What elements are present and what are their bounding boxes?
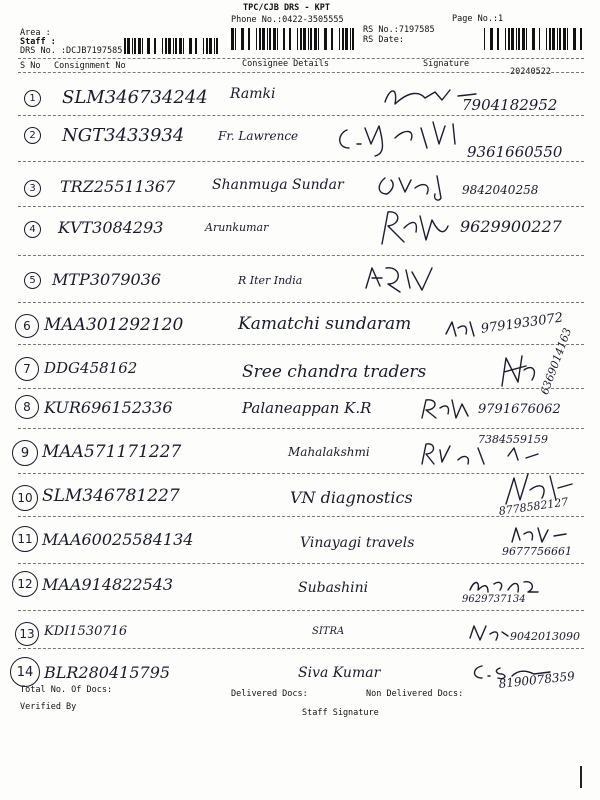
barcode-bar xyxy=(186,38,188,54)
consignee-name: Siva Kumar xyxy=(298,665,381,681)
barcode-bar xyxy=(310,28,312,50)
barcode-bar xyxy=(495,28,496,50)
barcode-bar xyxy=(557,28,558,50)
row-divider xyxy=(18,206,584,207)
barcode-bar xyxy=(189,38,192,54)
signature-mark xyxy=(375,170,465,204)
column-sno: S No xyxy=(20,61,41,71)
row-divider xyxy=(18,344,584,345)
row-divider xyxy=(18,161,584,162)
barcode-bar xyxy=(321,28,323,50)
drs-number: DRS No. :DCJB7197585 xyxy=(20,46,123,56)
row-number: 12 xyxy=(12,571,38,597)
barcode-bar xyxy=(152,38,153,54)
barcode-bar xyxy=(546,28,547,50)
row-number: 4 xyxy=(24,221,41,238)
barcode-bar xyxy=(158,38,161,54)
consignee-phone: 7384559159 xyxy=(478,433,548,446)
column-consignee-details: Consignee Details xyxy=(242,59,329,69)
barcode-bar xyxy=(342,28,344,50)
consignee-name: R Iter India xyxy=(238,274,303,287)
row-divider xyxy=(18,302,584,303)
signature-mark xyxy=(466,576,546,596)
barcode-bar xyxy=(516,28,517,50)
barcode-bar xyxy=(522,28,525,50)
barcode-bar xyxy=(567,28,568,50)
barcode-bar xyxy=(532,28,535,50)
barcode-bar xyxy=(162,38,163,54)
barcode-bar xyxy=(578,28,579,50)
barcode-bar xyxy=(490,28,493,50)
consignee-name: VN diagnostics xyxy=(290,488,413,507)
row-number: 8 xyxy=(15,395,39,419)
row-number: 7 xyxy=(15,357,39,381)
barcode-bar xyxy=(252,28,255,50)
consignee-name: Vinayagi travels xyxy=(300,535,415,551)
barcode-bar xyxy=(542,28,545,50)
signature-mark xyxy=(500,470,580,510)
barcode-bar xyxy=(134,38,136,54)
consignment-number: DDG458162 xyxy=(44,359,138,377)
barcode-bar xyxy=(324,28,327,50)
sheet-title: TPC/CJB DRS - KPT xyxy=(243,3,330,13)
barcode-bar xyxy=(549,28,551,50)
barcode-bar xyxy=(487,28,489,50)
barcode-bar xyxy=(345,28,348,50)
barcode-bar xyxy=(214,38,215,54)
barcode-bar xyxy=(505,28,506,50)
barcode-bar xyxy=(183,38,184,54)
barcode-bar xyxy=(277,28,278,50)
barcode-bar xyxy=(283,28,286,50)
consignee-name: Mahalakshmi xyxy=(288,445,370,459)
barcode-bar xyxy=(138,38,141,54)
consignee-name: Fr. Lawrence xyxy=(218,129,299,143)
barcode-bar xyxy=(256,28,257,50)
barcode-bar xyxy=(147,38,150,54)
total-docs-label: Total No. Of Docs: xyxy=(20,685,113,695)
delivered-docs-label: Delivered Docs: xyxy=(231,689,308,699)
barcode-bar xyxy=(537,28,538,50)
consignment-number: MTP3079036 xyxy=(52,270,162,289)
barcode-bar xyxy=(154,38,156,54)
barcode-bar xyxy=(165,38,167,54)
barcode-bar xyxy=(132,38,133,54)
staff-label: Staff : xyxy=(20,37,56,47)
barcode-bar xyxy=(563,28,566,50)
barcode-bar xyxy=(484,28,485,50)
barcode-bar xyxy=(526,28,527,50)
barcode-bar xyxy=(293,28,296,50)
barcode-bar xyxy=(308,28,309,50)
row-number: 9 xyxy=(12,440,38,466)
consignee-phone: 6369014163 xyxy=(538,326,575,397)
barcode-bar xyxy=(209,38,212,54)
barcode-bar xyxy=(280,28,282,50)
consignment-number: SLM346781227 xyxy=(42,486,180,506)
barcode-bar xyxy=(511,28,514,50)
barcode-bar xyxy=(248,28,250,50)
consignment-number: SLM346734244 xyxy=(62,87,208,108)
consignee-phone: 9791933072 xyxy=(480,310,565,337)
barcode-bar xyxy=(352,28,354,50)
barcode-bar xyxy=(235,28,236,50)
barcode-bar xyxy=(267,28,268,50)
staff-signature-label: Staff Signature xyxy=(302,708,379,718)
consignee-phone: 9842040258 xyxy=(462,183,539,197)
barcode-bar xyxy=(573,28,576,50)
column-date: 20240522 xyxy=(510,67,551,77)
consignment-number: KDI1530716 xyxy=(44,624,128,639)
consignment-number: TRZ25511367 xyxy=(60,177,176,196)
consignee-name: Arunkumar xyxy=(205,221,269,234)
consignee-name: Sree chandra traders xyxy=(242,362,427,382)
consignee-phone: 9629900227 xyxy=(460,217,562,236)
consignment-number: MAA301292120 xyxy=(44,315,184,335)
page-number: Page No.:1 xyxy=(452,14,504,24)
column-consignment: Consignment No xyxy=(54,61,126,71)
barcode-bar xyxy=(559,28,561,50)
barcode-bar xyxy=(539,28,541,50)
barcode-bar xyxy=(142,38,143,54)
consignee-phone: 9042013090 xyxy=(510,630,580,643)
row-number: 14 xyxy=(10,657,40,687)
barcode-bar xyxy=(529,28,531,50)
row-number: 13 xyxy=(15,622,39,646)
barcode-icon xyxy=(124,38,220,54)
row-number: 3 xyxy=(24,180,41,197)
row-divider xyxy=(18,516,584,517)
consignment-number: MAA571171227 xyxy=(42,442,182,462)
barcode-bar xyxy=(124,38,126,54)
barcode-bar xyxy=(168,38,171,54)
consignee-phone: 7904182952 xyxy=(462,96,558,114)
barcode-bar xyxy=(318,28,319,50)
barcode-icon xyxy=(484,28,584,50)
barcode-bar xyxy=(501,28,504,50)
consignment-number: NGT3433934 xyxy=(62,125,185,146)
barcode-bar xyxy=(289,28,291,50)
signature-mark xyxy=(466,622,512,644)
row-divider xyxy=(18,388,584,389)
barcode-bar xyxy=(206,38,208,54)
barcode-bar xyxy=(329,28,330,50)
barcode-bar xyxy=(145,38,147,54)
consignment-number: BLR280415795 xyxy=(44,663,171,682)
barcode-bar xyxy=(216,38,218,54)
barcode-bar xyxy=(497,28,499,50)
header-divider xyxy=(18,72,584,73)
row-divider xyxy=(18,255,584,256)
signature-mark xyxy=(374,206,454,250)
row-divider xyxy=(18,428,584,429)
signature-mark xyxy=(444,318,480,340)
consignee-phone: 8778582127 xyxy=(498,495,570,518)
row-number: 2 xyxy=(24,127,41,144)
barcode-bar xyxy=(335,28,338,50)
row-divider xyxy=(18,115,584,116)
barcode-bar xyxy=(195,38,197,54)
scan-mark xyxy=(580,766,582,788)
consignee-phone: 9791676062 xyxy=(478,402,561,417)
barcode-bar xyxy=(179,38,182,54)
verified-by-label: Verified By xyxy=(20,702,77,712)
signature-mark xyxy=(508,524,572,546)
signature-mark xyxy=(418,396,474,422)
row-divider xyxy=(18,610,584,611)
consignment-number: MAA914822543 xyxy=(42,575,174,594)
barcode-bar xyxy=(314,28,317,50)
consignee-name: Shanmuga Sundar xyxy=(212,177,344,193)
row-number: 6 xyxy=(15,314,39,338)
barcode-bar xyxy=(238,28,240,50)
barcode-bar xyxy=(262,28,265,50)
area-label: Area : xyxy=(20,28,51,38)
consignee-name: Ramki xyxy=(230,86,276,102)
barcode-bar xyxy=(570,28,572,50)
barcode-bar xyxy=(246,28,247,50)
barcode-bar xyxy=(173,38,174,54)
signature-mark xyxy=(470,662,560,682)
row-divider xyxy=(18,563,584,564)
barcode-bar xyxy=(350,28,351,50)
consignee-name: Subashini xyxy=(298,580,369,596)
barcode-bar xyxy=(194,38,195,54)
signature-mark xyxy=(362,262,442,294)
barcode-bar xyxy=(269,28,271,50)
barcode-bar xyxy=(127,38,130,54)
rs-number: RS No.:7197585 xyxy=(363,25,435,35)
consignee-name: Kamatchi sundaram xyxy=(238,314,412,334)
row-number: 11 xyxy=(12,526,38,552)
phone-number: Phone No.:0422-3505555 xyxy=(231,15,344,25)
barcode-bar xyxy=(287,28,288,50)
barcode-bar xyxy=(339,28,340,50)
barcode-bar xyxy=(300,28,302,50)
barcode-bar xyxy=(580,28,582,50)
row-number: 1 xyxy=(24,90,41,107)
consignee-phone: 9677756661 xyxy=(502,545,572,558)
barcode-bar xyxy=(203,38,204,54)
barcode-bar xyxy=(241,28,244,50)
barcode-bar xyxy=(231,28,234,50)
barcode-bar xyxy=(331,28,333,50)
barcode-bar xyxy=(199,38,202,54)
barcode-bar xyxy=(297,28,298,50)
barcode-icon xyxy=(231,28,356,50)
non-delivered-docs-label: Non Delivered Docs: xyxy=(366,689,464,699)
row-number: 5 xyxy=(24,272,41,289)
consignee-name: Palaneappan K.R xyxy=(242,399,372,417)
consignment-number: MAA60025584134 xyxy=(42,530,194,549)
column-signature: Signature xyxy=(423,59,470,69)
barcode-bar xyxy=(175,38,177,54)
barcode-bar xyxy=(273,28,276,50)
row-number: 10 xyxy=(12,485,38,511)
barcode-bar xyxy=(259,28,261,50)
consignment-number: KVT3084293 xyxy=(58,218,164,237)
rs-date: RS Date: xyxy=(363,35,404,45)
barcode-bar xyxy=(508,28,510,50)
signature-mark xyxy=(418,440,548,468)
consignee-name: SITRA xyxy=(312,626,345,637)
signature-mark xyxy=(380,82,490,110)
signature-mark xyxy=(335,118,465,158)
barcode-bar xyxy=(518,28,520,50)
consignee-phone: 8190078359 xyxy=(498,669,576,691)
barcode-bar xyxy=(303,28,306,50)
barcode-bar xyxy=(552,28,555,50)
consignee-phone: 9629737134 xyxy=(462,594,526,605)
row-divider xyxy=(18,648,584,649)
consignment-number: KUR696152336 xyxy=(44,398,173,417)
consignee-phone: 9361660550 xyxy=(467,143,563,161)
